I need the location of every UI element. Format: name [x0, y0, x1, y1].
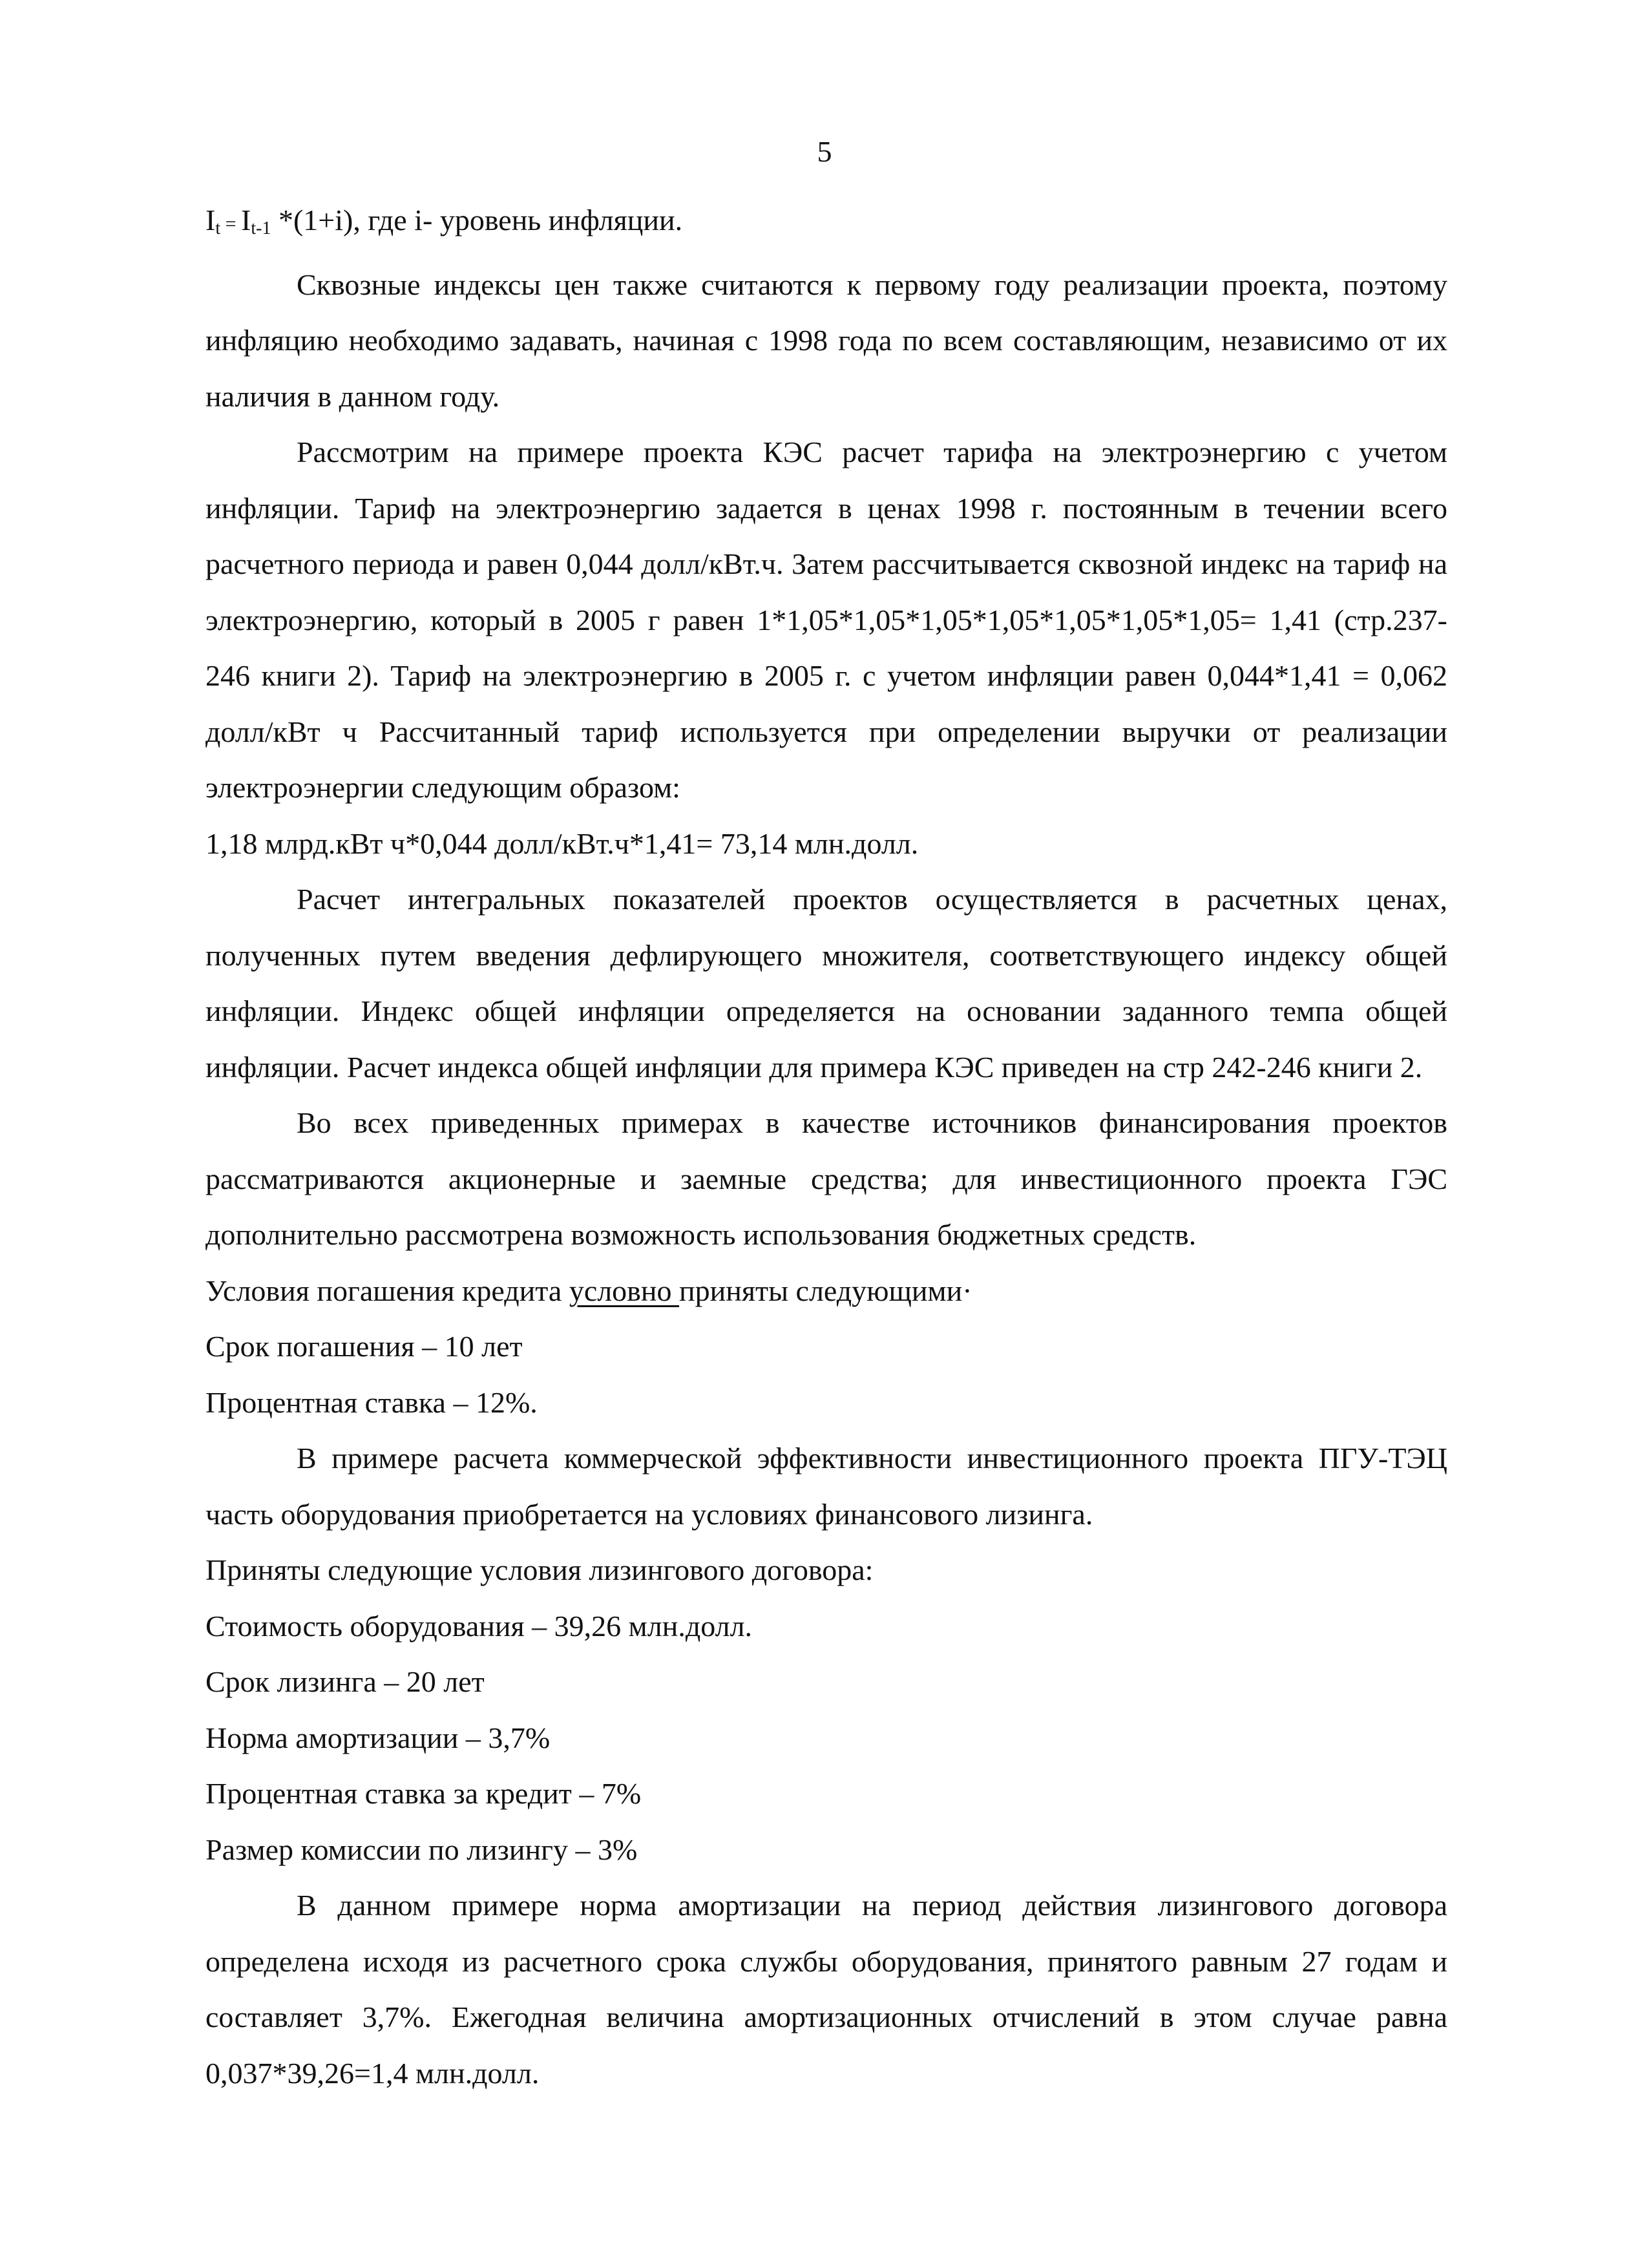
credit-intro-text-a: Условия погашения кредита — [205, 1274, 569, 1307]
paragraph-tariff-example: Рассмотрим на примере проекта КЭС расчет тарифа на электроэнергию с учетом инфляции. Тариф на электроэнергию задается в ценах 1998 г. постоянным в течении всего расчетного периода и равен 0,044 долл/кВт.ч. Затем рассчитывается сквозной индекс на тариф на электроэнергию, который в 2005 г равен 1*1,05*1,05*1,05*1,05*1,05*1,05*1,05= 1,41 (стр.237-246 книги 2). Тариф на электроэнергию в 2005 г. с учетом инфляции равен 0,044*1,41 = 0,062 долл/кВт ч Рассчитанный тариф используется при определении выручки от реализации электроэнергии следующим образом: — [205, 436, 1447, 804]
formula-rhs: I — [241, 204, 251, 236]
formula-lhs: I — [205, 204, 216, 236]
lease-conditions-intro: Приняты следующие условия лизингового договора: — [205, 1553, 874, 1586]
formula-lhs-subscript: t — [215, 218, 221, 238]
formula-equals: = — [220, 213, 242, 235]
page-number: 5 — [817, 135, 832, 168]
lease-credit-rate: Процентная ставка за кредит – 7% — [205, 1777, 642, 1810]
paragraph-financing-sources: Во всех приведенных примерах в качестве источников финансирования проектов рассматриваются акционерные и заемные средства; для инвестиционного проекта ГЭС дополнительно рассмотрена возможность использования бюджетных средств. — [205, 1106, 1447, 1251]
credit-intro-underlined: условно — [569, 1274, 680, 1307]
page-body — [205, 193, 1447, 2101]
paragraph-integral-indicators: Расчет интегральных показателей проектов осуществляется в расчетных ценах, полученных путем введения дефлирующего множителя, соответствующего индексу общей инфляции. Индекс общей инфляции определяется на основании заданного темпа общей инфляции. Расчет индекса общей инфляции для примера КЭС приведен на стр 242-246 книги 2. — [205, 883, 1447, 1084]
lease-equipment-cost: Стоимость оборудования – 39,26 млн.долл. — [205, 1609, 753, 1643]
credit-intro-text-b: приняты следующими· — [679, 1274, 972, 1307]
credit-conditions-intro — [205, 1263, 1447, 1319]
credit-term: Срок погашения – 10 лет — [205, 1330, 523, 1363]
formula-tail: *(1+i), где i- уровень инфляции. — [271, 204, 683, 236]
lease-term: Срок лизинга – 20 лет — [205, 1665, 485, 1698]
lease-amortization-rate: Норма амортизации – 3,7% — [205, 1721, 551, 1754]
credit-rate: Процентная ставка – 12%. — [205, 1385, 538, 1419]
inflation-formula — [205, 193, 1447, 257]
lease-commission: Размер комиссии по лизингу – 3% — [205, 1832, 638, 1866]
paragraph-amortization: В данном примере норма амортизации на период действия лизингового договора определена исходя из расчетного срока службы оборудования, принятого равным 27 годам и составляет 3,7%. Ежегодная величина амортизационных отчислений в этом случае равна 0,037*39,26=1,4 млн.долл. — [205, 1889, 1447, 2090]
formula-rhs-subscript: t-1 — [251, 218, 271, 238]
paragraph-leasing-example: В примере расчета коммерческой эффективности инвестиционного проекта ПГУ-ТЭЦ часть оборудования приобретается на условиях финансового лизинга. — [205, 1442, 1447, 1531]
paragraph-price-indices: Сквозные индексы цен также считаются к первому году реализации проекта, поэтому инфляцию необходимо задавать, начиная с 1998 года по всем составляющим, независимо от их наличия в данном году. — [205, 268, 1447, 413]
revenue-calculation: 1,18 млрд.кВт ч*0,044 долл/кВт.ч*1,41= 73,14 млн.долл. — [205, 826, 919, 860]
